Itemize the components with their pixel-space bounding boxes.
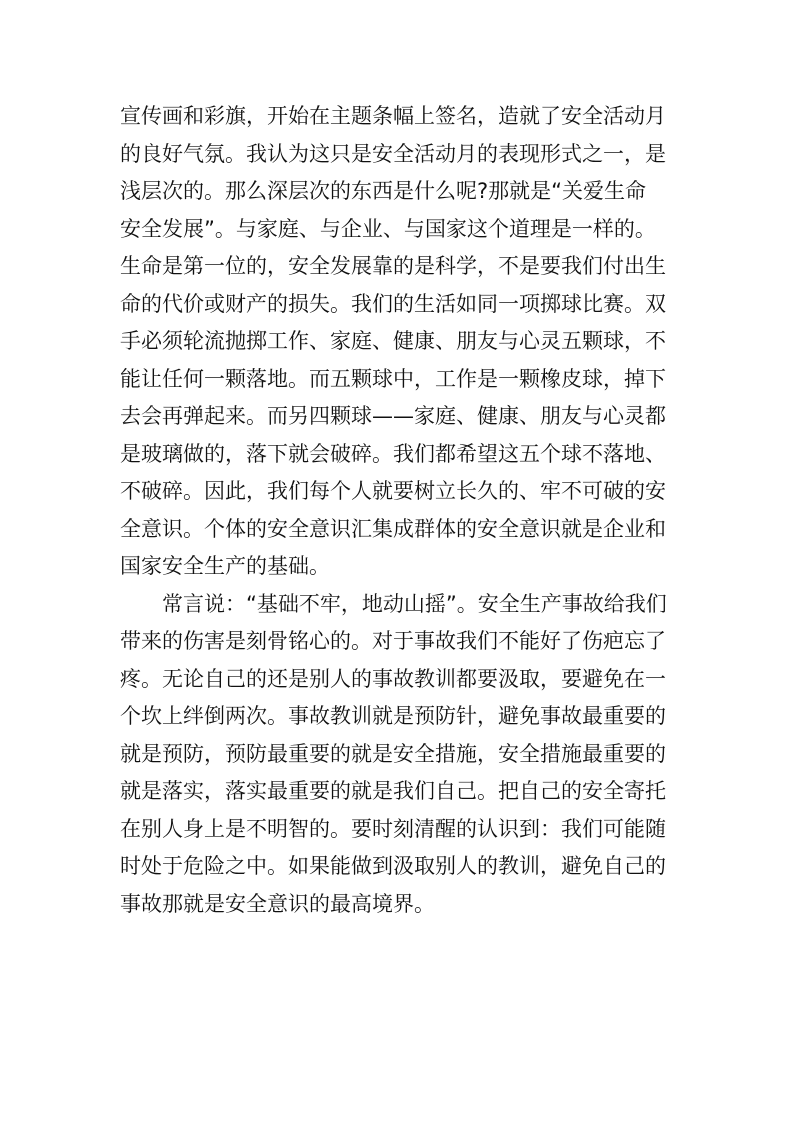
text-line: 事故那就是安全意识的最高境界。 (120, 891, 435, 916)
text-line: 不破碎。因此，我们每个人就要树立长久的、牢不可破的安 (120, 479, 666, 503)
text-line: 能让任何一颗落地。而五颗球中，工作是一颗橡皮球，掉下 (120, 366, 666, 391)
body-text (120, 98, 680, 923)
text-line: 在别人身上是不明智的。要时刻清醒的认识到：我们可能随 (120, 816, 666, 841)
text-line: 国家安全生产的基础。 (120, 554, 330, 578)
paragraph-1 (120, 98, 680, 586)
text-line: 宣传画和彩旗，开始在主题条幅上签名，造就了安全活动月 (120, 104, 666, 128)
text-line: 疼。无论自己的还是别人的事故教训都要汲取，要避免在一 (120, 666, 666, 691)
text-line: 浅层次的。那么深层次的东西是什么呢?那就是“关爱生命 (120, 179, 647, 203)
text-line: 常言说：“基础不牢，地动山摇”。安全生产事故给我们 (162, 591, 667, 616)
text-line: 命的代价或财产的损失。我们的生活如同一项掷球比赛。双 (120, 291, 666, 316)
text-line: 个坎上绊倒两次。事故教训就是预防针，避免事故最重要的 (120, 704, 666, 728)
text-line: 去会再弹起来。而另四颗球——家庭、健康、朋友与心灵都 (120, 404, 666, 428)
text-line: 就是预防，预防最重要的就是安全措施，安全措施最重要的 (120, 741, 666, 766)
text-line: 是玻璃做的，落下就会破碎。我们都希望这五个球不落地、 (120, 441, 666, 466)
text-line: 的良好气氛。我认为这只是安全活动月的表现形式之一，是 (120, 141, 666, 166)
text-line: 时处于危险之中。如果能做到汲取别人的教训，避免自己的 (120, 854, 666, 878)
text-line: 全意识。个体的安全意识汇集成群体的安全意识就是企业和 (120, 516, 666, 541)
text-line: 手必须轮流抛掷工作、家庭、健康、朋友与心灵五颗球，不 (120, 329, 666, 353)
paragraph-2 (120, 586, 680, 924)
text-line: 生命是第一位的，安全发展靠的是科学，不是要我们付出生 (120, 254, 666, 278)
text-line: 就是落实，落实最重要的就是我们自己。把自己的安全寄托 (120, 779, 666, 803)
text-line: 带来的伤害是刻骨铭心的。对于事故我们不能好了伤疤忘了 (120, 629, 666, 653)
text-line: 安全发展”。与家庭、与企业、与国家这个道理是一样的。 (120, 216, 656, 241)
